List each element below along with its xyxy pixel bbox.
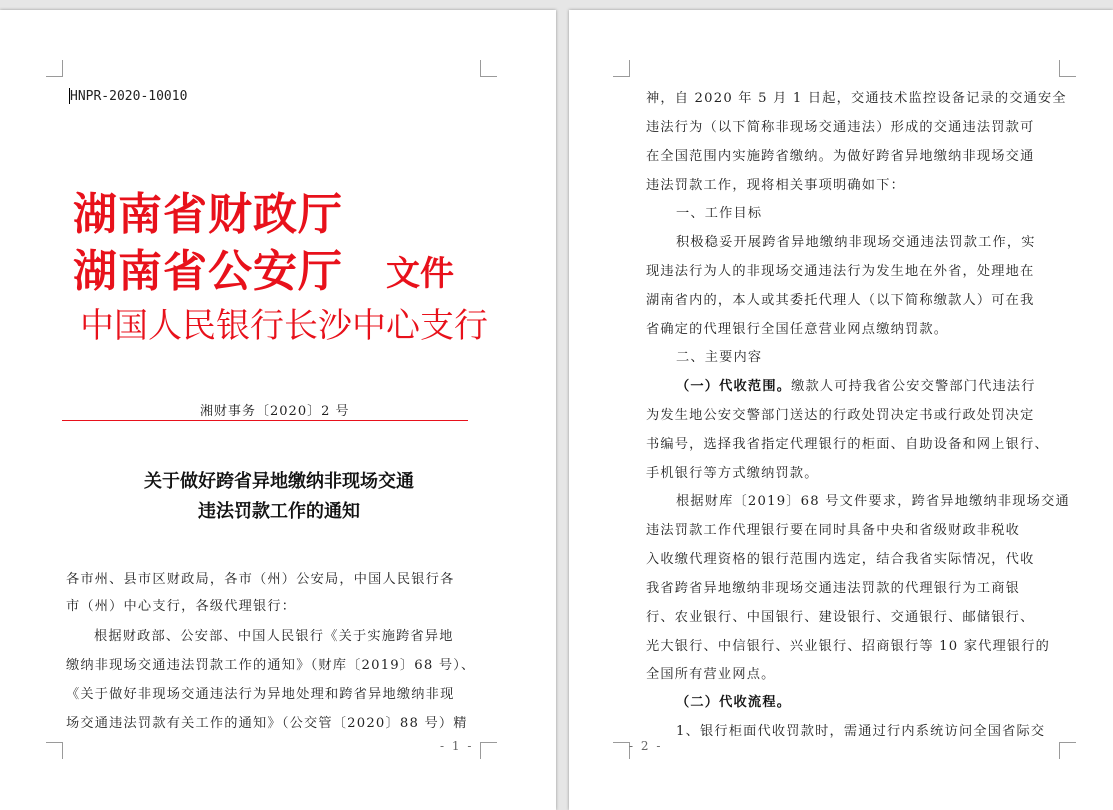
body-line: 书编号，选择我省指定代理银行的柜面、自助设备和网上银行、 (646, 437, 1049, 452)
body-line: 全国所有营业网点。 (646, 667, 776, 682)
document-page-1 (0, 10, 556, 810)
body-line: 入收缴代理资格的银行范围内选定，结合我省实际情况，代收 (646, 552, 1035, 567)
page-number: - 2 - (629, 739, 663, 753)
margin-corner-mark (480, 742, 497, 759)
body-line: 根据财库〔2019〕68 号文件要求，跨省异地缴纳非现场交通 (676, 494, 1070, 509)
body-line: 违法罚款工作，现将相关事项明确如下： (646, 178, 905, 193)
body-line (676, 375, 1036, 394)
section-heading: 一、工作目标 (676, 206, 763, 221)
body-line: 神，自 2020 年 5 月 1 日起，交通技术监控设备记录的交通安全 (646, 91, 1067, 106)
body-line: 违法罚款工作代理银行要在同时具备中央和省级财政非税收 (646, 523, 1021, 538)
margin-corner-mark (46, 742, 63, 759)
body-line: 市（州）中心支行，各级代理银行： (66, 599, 297, 614)
margin-corner-mark (613, 742, 630, 759)
margin-corner-mark (1059, 60, 1076, 77)
page-number: - 1 - (440, 739, 474, 753)
document-title-line: 关于做好跨省异地缴纳非现场交通 (144, 471, 414, 492)
body-line: 违法行为（以下简称非现场交通违法）形成的交通违法罚款可 (646, 120, 1035, 135)
red-separator-line (62, 420, 468, 421)
body-line: 在全国范围内实施跨省缴纳。为做好跨省异地缴纳非现场交通 (646, 149, 1035, 164)
section-heading: 二、主要内容 (676, 350, 763, 365)
issuer-public-security-department: 湖南省公安厅 (73, 246, 343, 297)
body-line: 场交通违法罚款有关工作的通知》（公交管〔2020〕88 号）精 (66, 716, 468, 731)
body-line: 积极稳妥开展跨省异地缴纳非现场交通违法罚款工作，实 (676, 235, 1036, 250)
subsection-heading: （二）代收流程。 (676, 695, 792, 710)
body-line: 光大银行、中信银行、兴业银行、招商银行等 10 家代理银行的 (646, 639, 1051, 654)
body-line: 我省跨省异地缴纳非现场交通违法罚款的代理银行为工商银 (646, 581, 1021, 596)
margin-corner-mark (46, 60, 63, 77)
document-page-2 (569, 10, 1113, 810)
body-line: 湖南省内的，本人或其委托代理人（以下简称缴款人）可在我 (646, 293, 1035, 308)
margin-corner-mark (480, 60, 497, 77)
margin-corner-mark (613, 60, 630, 77)
document-number: 湘财事务〔2020〕2 号 (200, 404, 350, 419)
document-title-line: 违法罚款工作的通知 (198, 501, 360, 522)
subsection-heading: （一）代收范围。 (676, 379, 792, 394)
body-line: 手机银行等方式缴纳罚款。 (646, 466, 819, 481)
margin-corner-mark (1059, 742, 1076, 759)
body-line: 缴纳非现场交通违法罚款工作的通知》（财库〔2019〕68 号）、 (66, 658, 476, 673)
document-code: HNPR-2020-10010 (70, 89, 188, 104)
body-line: 根据财政部、公安部、中国人民银行《关于实施跨省异地 (94, 629, 454, 644)
issuer-suffix: 文件 (386, 254, 454, 294)
body-line: 1、银行柜面代收罚款时，需通过行内系统访问全国省际交 (676, 724, 1046, 739)
body-line: 为发生地公安交警部门送达的行政处罚决定书或行政处罚决定 (646, 408, 1035, 423)
body-line: 各市州、县市区财政局，各市（州）公安局，中国人民银行各 (66, 572, 455, 587)
body-text: 缴款人可持我省公安交警部门代违法行 (791, 379, 1036, 394)
body-line: 行、农业银行、中国银行、建设银行、交通银行、邮储银行、 (646, 610, 1035, 625)
issuer-finance-department: 湖南省财政厅 (73, 189, 343, 240)
body-line: 省确定的代理银行全国任意营业网点缴纳罚款。 (646, 322, 949, 337)
issuer-central-bank-branch: 中国人民银行长沙中心支行 (80, 306, 488, 346)
body-line: 现违法行为人的非现场交通违法行为发生地在外省，处理地在 (646, 264, 1035, 279)
body-line: 《关于做好非现场交通违法行为异地处理和跨省异地缴纳非现 (66, 687, 455, 702)
